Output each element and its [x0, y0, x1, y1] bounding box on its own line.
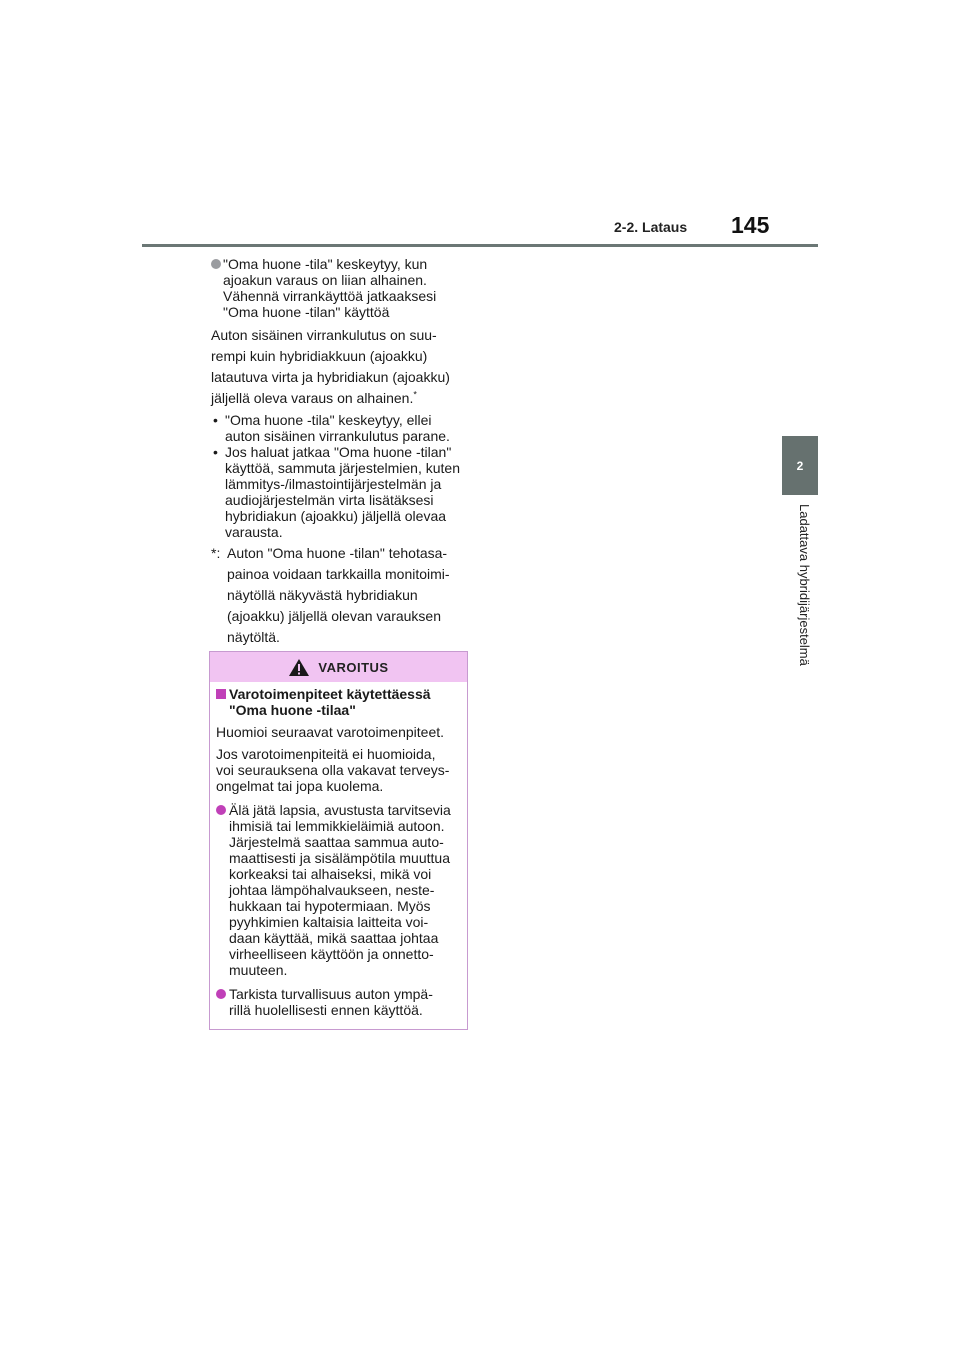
warning-item-line: pyyhkimien kaltaisia laitteita voi-: [229, 914, 429, 930]
footnote-line: painoa voidaan tarkkailla monitoimi-: [227, 566, 450, 582]
list-item-line: lämmitys-/ilmastointijärjestelmän ja: [225, 476, 442, 492]
warning-triangle-icon: [288, 658, 310, 677]
pink-bullet-icon: [216, 989, 226, 999]
footnote-mark: *:: [211, 545, 221, 561]
warning-item-line: daan käyttää, mikä saattaa johtaa: [229, 930, 439, 946]
bullet-heading-line: "Oma huone -tila" keskeytyy, kun: [223, 256, 428, 272]
header-rule: [142, 244, 818, 247]
gray-bullet-icon: [211, 259, 221, 269]
list-item-line: Jos haluat jatkaa "Oma huone -tilan": [225, 444, 452, 460]
warning-paragraph-line: voi seurauksena olla vakavat terveys-: [216, 762, 450, 778]
square-bullet-icon: [216, 689, 226, 699]
warning-item-line: Järjestelmä saattaa sammua auto-: [229, 834, 444, 850]
paragraph-line: rempi kuin hybridiakkuun (ajoakku): [211, 348, 428, 364]
warning-item-line: korkeaksi tai alhaiseksi, mikä voi: [229, 866, 432, 882]
warning-item-line: maattisesti ja sisälämpötila muuttua: [229, 850, 450, 866]
footnote-line: näytöltä.: [227, 629, 280, 645]
paragraph-line: jäljellä oleva varaus on alhainen.*: [211, 389, 417, 406]
warning-body: [210, 682, 467, 1018]
list-bullet: •: [213, 412, 218, 428]
warning-heading-line: "Oma huone -tilaa": [229, 702, 356, 718]
pink-bullet-icon: [216, 805, 226, 815]
warning-item: [216, 986, 462, 1018]
warning-box: [209, 651, 468, 1030]
list-item-line: hybridiakun (ajoakku) jäljellä olevaa: [225, 508, 447, 524]
bullet-heading: [211, 256, 469, 320]
bullet-heading-line: "Oma huone -tilan" käyttöä: [223, 304, 390, 320]
footnote-ref: *: [413, 389, 417, 400]
warning-item-line: rillä huolellisesti ennen käyttöä.: [229, 1002, 423, 1018]
list-item-line: audiojärjestelmän virta lisätäksesi: [225, 492, 434, 508]
paragraph-line: latautuva virta ja hybridiakun (ajoakku): [211, 369, 450, 385]
list-item-line: "Oma huone -tila" keskeytyy, ellei: [225, 412, 432, 428]
warning-heading-line: Varotoimenpiteet käytettäessä: [229, 686, 431, 702]
warning-paragraph-line: ongelmat tai jopa kuolema.: [216, 778, 384, 794]
warning-item-line: virheelliseen käyttöön ja onnetto-: [229, 946, 434, 962]
list-item-line: auton sisäinen virrankulutus parane.: [225, 428, 450, 444]
warning-paragraph: Huomioi seuraavat varotoimenpiteet.: [216, 724, 445, 740]
list-item: [211, 412, 469, 444]
warning-item-line: Tarkista turvallisuus auton ympä-: [229, 986, 433, 1002]
warning-item-line: ihmisiä tai lemmikkieläimiä autoon.: [229, 818, 445, 834]
list-item-line: varausta.: [225, 524, 283, 540]
body-paragraph: [211, 325, 469, 409]
warning-item-line: hukkaan tai hypotermiaan. Myös: [229, 898, 431, 914]
warning-item-line: muuteen.: [229, 962, 288, 978]
list-item-line: käyttöä, sammuta järjestelmien, kuten: [225, 460, 460, 476]
warning-item-line: Älä jätä lapsia, avustusta tarvitsevia: [229, 802, 451, 818]
main-column: [211, 256, 469, 648]
section-title: 2-2. Lataus: [614, 219, 688, 235]
footnote: [211, 543, 469, 648]
list-item: [211, 444, 469, 540]
bullet-heading-line: ajoakun varaus on liian alhainen.: [223, 272, 427, 288]
warning-item-line: johtaa lämpöhalvaukseen, neste-: [229, 882, 435, 898]
chapter-label: Ladattava hybridijärjestelmä: [797, 504, 812, 666]
footnote-line: Auton "Oma huone -tilan" tehotasa-: [227, 545, 448, 561]
footnote-line: (ajoakku) jäljellä olevan varauksen: [227, 608, 442, 624]
dash-list: [211, 412, 469, 540]
warning-item: [216, 802, 462, 978]
warning-title: VAROITUS: [318, 659, 389, 675]
footnote-line: näytöllä näkyvästä hybridiakun: [227, 587, 418, 603]
warning-heading: [216, 686, 462, 718]
list-bullet: •: [213, 444, 218, 460]
page-number: 145: [731, 212, 770, 238]
warning-header: [210, 652, 467, 682]
warning-paragraph-line: Jos varotoimenpiteitä ei huomioida,: [216, 746, 436, 762]
paragraph-line: Auton sisäinen virrankulutus on suu-: [211, 327, 437, 343]
warning-paragraph: [216, 746, 462, 794]
bullet-heading-line: Vähennä virrankäyttöä jatkaaksesi: [223, 288, 437, 304]
chapter-tab[interactable]: 2: [782, 436, 818, 495]
